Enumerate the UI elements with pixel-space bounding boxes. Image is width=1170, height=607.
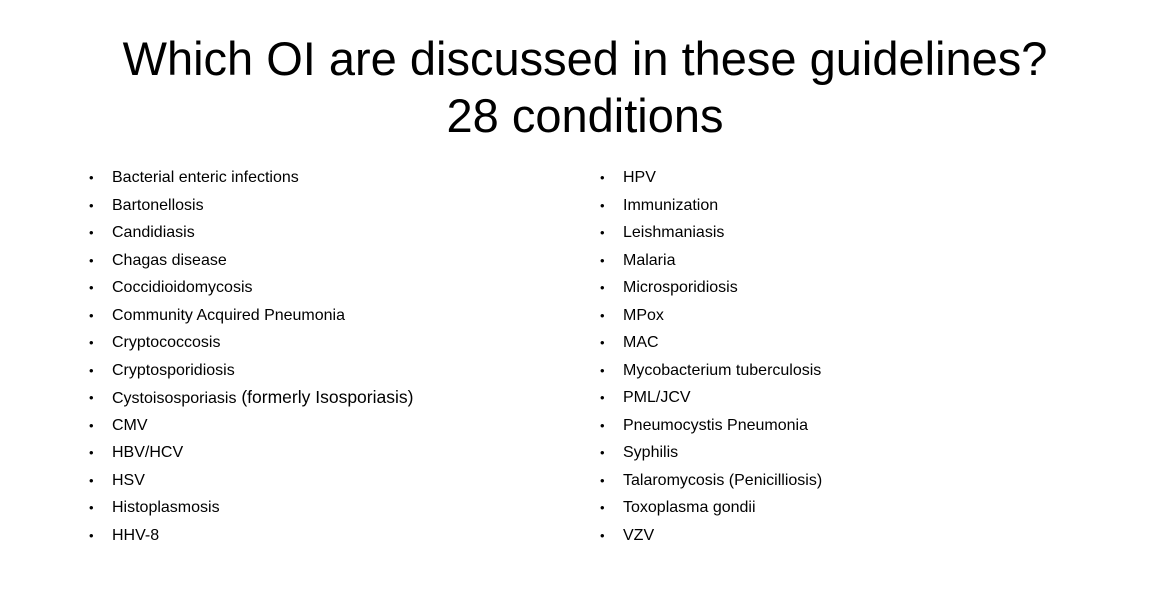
list-item-text: Pneumocystis Pneumonia — [623, 416, 808, 434]
bullet-icon: • — [600, 500, 605, 515]
list-item-text: Cryptosporidiosis — [112, 361, 235, 379]
bullet-icon: • — [600, 197, 605, 213]
list-item — [600, 357, 1070, 385]
list-item-text: Malaria — [623, 251, 676, 269]
list-item — [89, 192, 559, 220]
list-item-text: Coccidioidomycosis — [112, 279, 253, 296]
title-line-1: Which OI are discussed in these guidelines? — [122, 32, 1048, 85]
list-item-note: (formerly Isosporiasis) — [236, 387, 414, 407]
list-item — [89, 439, 559, 467]
list-item-text: Bartonellosis — [112, 196, 204, 214]
list-item — [600, 164, 1070, 192]
list-item — [89, 467, 559, 495]
list-item-text: Chagas disease — [112, 251, 227, 269]
list-item-text: Toxoplasma gondii — [623, 499, 756, 516]
list-item — [600, 384, 1070, 412]
list-item-text: HPV — [623, 169, 656, 186]
list-item-text: HHV-8 — [112, 526, 160, 544]
list-item — [89, 357, 559, 385]
bullet-icon: • — [89, 225, 94, 240]
list-item-text: Microsporidiosis — [623, 279, 738, 296]
list-item — [600, 494, 1070, 522]
list-item — [89, 219, 559, 247]
list-item-text: VZV — [623, 526, 655, 544]
bullet-icon: • — [600, 307, 605, 323]
list-item-text: Cryptococcosis — [112, 334, 221, 351]
bullet-icon: • — [600, 252, 605, 268]
list-item — [600, 329, 1070, 357]
list-item-text: Immunization — [623, 196, 719, 214]
bullet-icon: • — [89, 472, 94, 488]
list-item-text: HBV/HCV — [112, 444, 184, 461]
list-item-text: Syphilis — [623, 444, 679, 461]
list-item-text: MAC — [623, 334, 659, 351]
bullet-icon: • — [600, 417, 605, 433]
list-item — [600, 522, 1070, 550]
bullet-icon: • — [600, 445, 605, 460]
bullet-icon: • — [89, 417, 94, 433]
bullet-icon: • — [600, 390, 605, 405]
bullet-icon: • — [89, 252, 94, 268]
bullet-icon: • — [89, 307, 94, 323]
title-line-2: 28 conditions — [446, 89, 724, 142]
bullet-icon: • — [89, 335, 94, 350]
conditions-list-right — [600, 164, 1070, 549]
conditions-list-left — [89, 164, 559, 549]
list-item — [600, 302, 1070, 330]
list-item — [600, 247, 1070, 275]
bullet-icon: • — [600, 362, 605, 378]
list-item — [89, 164, 559, 192]
bullet-icon: • — [600, 527, 605, 543]
bullet-icon: • — [89, 390, 94, 405]
list-item — [600, 192, 1070, 220]
list-item-text: Community Acquired Pneumonia — [112, 306, 346, 324]
bullet-icon: • — [89, 362, 94, 378]
list-item — [600, 467, 1070, 495]
list-item — [600, 439, 1070, 467]
bullet-icon: • — [600, 170, 605, 185]
list-item — [600, 219, 1070, 247]
list-item-text: Leishmaniasis — [623, 224, 725, 241]
bullet-icon: • — [600, 335, 605, 350]
list-item — [89, 247, 559, 275]
list-item-text: Bacterial enteric infections — [112, 169, 299, 186]
list-item-text: Mycobacterium tuberculosis — [623, 361, 822, 379]
bullet-icon: • — [89, 527, 94, 543]
list-item — [89, 302, 559, 330]
bullet-icon: • — [89, 280, 94, 295]
list-item-text: Talaromycosis (Penicilliosis) — [623, 471, 823, 489]
bullet-icon: • — [600, 472, 605, 488]
list-item — [600, 412, 1070, 440]
list-item — [89, 384, 559, 412]
list-item — [89, 494, 559, 522]
bullet-icon: • — [89, 445, 94, 460]
list-item-text: CMV — [112, 416, 148, 434]
list-item-text: Candidiasis — [112, 224, 195, 241]
list-item-text: HSV — [112, 471, 145, 489]
list-item-text: PML/JCV — [623, 389, 691, 406]
list-item — [89, 329, 559, 357]
bullet-icon: • — [600, 280, 605, 295]
list-item-text: MPox — [623, 306, 664, 324]
slide-title — [0, 30, 1170, 144]
list-item — [600, 274, 1070, 302]
bullet-icon: • — [600, 225, 605, 240]
bullet-icon: • — [89, 197, 94, 213]
list-item-text: Cystoisosporiasis — [112, 390, 237, 407]
list-item — [89, 274, 559, 302]
list-item — [89, 522, 559, 550]
list-item — [89, 412, 559, 440]
bullet-icon: • — [89, 170, 94, 185]
list-item-text: Histoplasmosis — [112, 499, 220, 516]
bullet-icon: • — [89, 500, 94, 515]
